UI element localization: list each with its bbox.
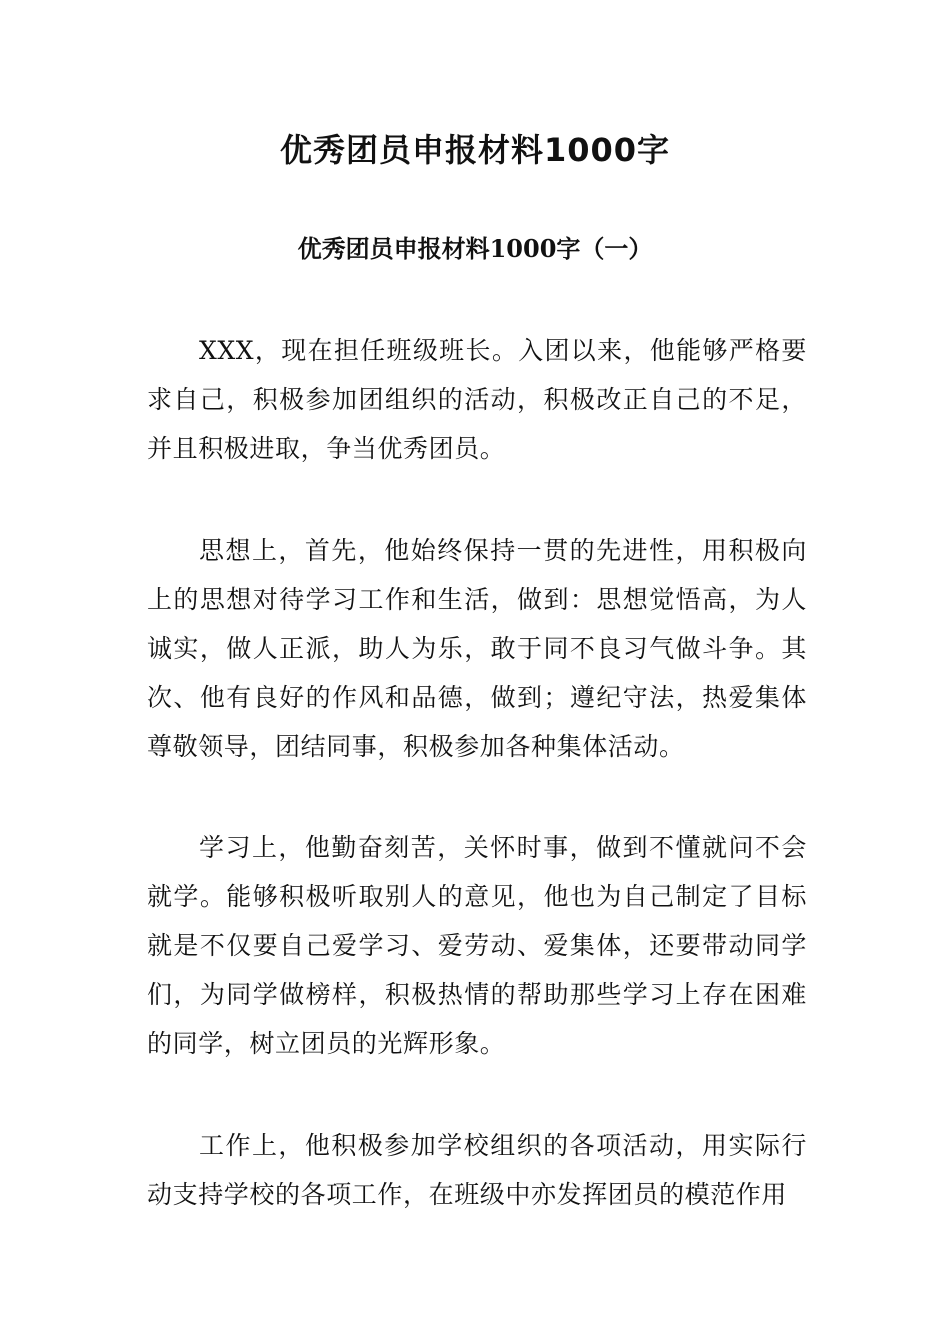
paragraph-work: 工作上，他积极参加学校组织的各项活动，用实际行动支持学校的各项工作，在班级中亦发挥团员的模范作用	[147, 1131, 807, 1209]
paragraph-ideology: 思想上，首先，他始终保持一贯的先进性，用积极向上的思想对待学习工作和生活，做到：思想觉悟高，为人诚实，做人正派，助人为乐，敢于同不良习气做斗争。其次、他有良好的作风和品德，做到；遵纪守法，热爱集体尊敬领导，团结同事，积极参加各种集体活动。	[147, 536, 807, 761]
paragraph-intro: XXX，现在担任班级班长。入团以来，他能够严格要求自己，积极参加团组织的活动，积极改正自己的不足，并且积极进取，争当优秀团员。	[147, 336, 807, 463]
document-subtitle: 优秀团员申报材料1000字（一）	[297, 234, 653, 263]
paragraph-study: 学习上，他勤奋刻苦，关怀时事，做到不懂就问不会就学。能够积极听取别人的意见，他也为自己制定了目标就是不仅要自己爱学习、爱劳动、爱集体，还要带动同学们，为同学做榜样，积极热情的帮助那些学习上存在困难的同学，树立团员的光辉形象。	[147, 833, 807, 1058]
document-title: 优秀团员申报材料1000字	[279, 131, 671, 169]
